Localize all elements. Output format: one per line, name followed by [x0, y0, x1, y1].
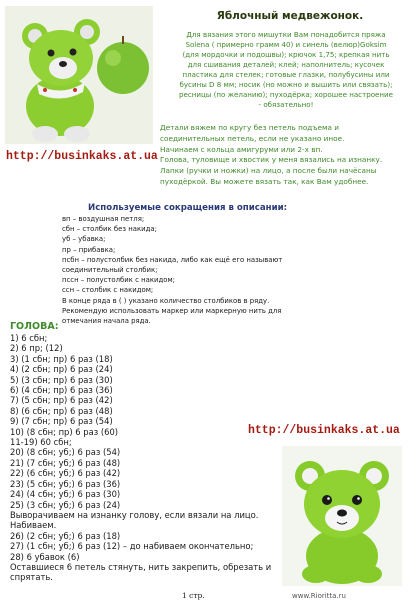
abbreviations-heading: Используемые сокращения в описании: [88, 203, 288, 213]
intro-line: ресницы (по желанию); пуходёрка; хорошее настроение [178, 90, 394, 99]
intro-line: бусины D 8 мм; носик (но можно и вышить или связать); [179, 80, 393, 89]
row-item: Выворачиваем на изнанку голову, если вязали на лицо. [10, 509, 259, 520]
intro-line: Solena ( примерно грамм 40) и синель (велюр)Goksim [185, 40, 387, 49]
row-item: 21) (7 сбн; уб;) 6 раз (48) [10, 457, 121, 468]
abbr-line: псбн – полустолбик без накида, либо как ещё его называют [62, 255, 283, 264]
head-section-title: ГОЛОВА: [10, 321, 59, 332]
page-title: Яблочный медвежонок. [216, 10, 364, 22]
abbr-line: вп – воздушная петля; [62, 215, 145, 223]
row-item: 1) 6 сбн; [10, 333, 48, 343]
row-item: спрятать. [10, 572, 53, 583]
technique-paragraph [160, 123, 412, 188]
bear-apple-photo [5, 6, 153, 144]
abbr-line: В конце ряда в ( ) указано количество столбиков в ряду. [62, 296, 270, 305]
row-item: 8) (6 сбн; пр) 6 раз (48) [10, 405, 113, 416]
row-item: 20) (8 сбн; уб;) 6 раз (54) [10, 447, 121, 458]
abbr-line: отмечания начала ряда. [62, 317, 151, 326]
technique-line: Начинаем с кольца амигуруми или 2-х вп. [160, 144, 323, 154]
watermark-text: www.Rioritta.ru [292, 592, 346, 600]
bear-closeup-photo [282, 446, 402, 586]
row-item: 11-19) 60 сбн; [10, 437, 72, 448]
abbr-line: пссн – полустолбик с накидом; [62, 276, 175, 285]
row-item: 5) (3 сбн; пр) 6 раз (30) [10, 374, 113, 385]
row-item: Оставшиеся 6 петель стянуть, нить закрепить, обрезать и [10, 561, 272, 572]
abbr-line: сбн – столбик без накида; [62, 225, 157, 234]
technique-line: соединительных петель, если не указано иное. [160, 133, 345, 143]
row-item: 27) (1 сбн; уб;) 6 раз (12) – до набиваем окончательно; [10, 541, 254, 552]
row-item: 25) (3 сбн; уб;) 6 раз (24) [10, 499, 121, 510]
technique-line: пуходёркой. Вы можете вязать так, как Вам удобнее. [160, 176, 369, 186]
materials-paragraph [160, 30, 412, 110]
row-item: 9) (7 сбн; пр) 6 раз (54) [10, 416, 113, 427]
row-item: 22) (6 сбн; уб;) 6 раз (42) [10, 468, 121, 479]
intro-line: (для мордочки и подошвы); крючок 1,75; крепкая нить [182, 50, 390, 59]
abbr-line: соединительный столбик; [62, 266, 158, 275]
row-item: 23) (5 сбн; уб;) 6 раз (36) [10, 478, 121, 489]
abbr-line: пр – прибавка; [62, 245, 116, 254]
head-rows-list [10, 333, 310, 583]
abbreviations-list [62, 214, 307, 326]
technique-line: Голова, туловище и хвостик у меня вязались на изнанку. [160, 155, 383, 165]
row-item: 4) (2 сбн; пр) 6 раз (24) [10, 364, 113, 375]
abbr-line: ссн – столбик с накидом; [62, 286, 154, 295]
row-item: 26) (2 сбн; уб;) 6 раз (18) [10, 530, 121, 541]
intro-line: пластика для стелек; готовые глазки, полубусины или [182, 70, 390, 79]
intro-line: для сшивания деталей; клей; наполнитель; кусочек [187, 60, 385, 69]
technique-line: Лапки (ручки и ножки) на лицо, а после были начёсаны [160, 166, 377, 176]
technique-line: Детали вяжем по кругу без петель подъема и [160, 123, 340, 132]
row-item: 24) (4 сбн; уб;) 6 раз (30) [10, 489, 121, 500]
row-item: Набиваем. [10, 520, 57, 531]
row-item: 28) 6 убавок (6) [10, 551, 80, 562]
intro-line: - обязательно! [258, 100, 314, 109]
site-link-top[interactable]: http://businkaks.at.ua [6, 150, 158, 163]
site-link-bottom[interactable]: http://businkaks.at.ua [248, 424, 400, 437]
abbr-line: уб – убавка; [62, 235, 106, 244]
abbr-line: Рекомендую использовать маркер или маркерную нить для [62, 306, 282, 315]
row-item: 10) (8 сбн; пр) 6 раз (60) [10, 426, 119, 437]
page-number: 1 стр. [182, 591, 205, 600]
row-item: 3) (1 сбн; пр) 6 раз (18) [10, 353, 113, 364]
intro-line: Для вязания этого мишутки Вам понадобится пряжа [186, 30, 386, 39]
row-item: 7) (5 сбн; пр) 6 раз (42) [10, 395, 113, 406]
row-item: 6) (4 сбн; пр) 6 раз (36) [10, 385, 113, 396]
row-item: 2) 6 пр; (12) [10, 343, 63, 354]
